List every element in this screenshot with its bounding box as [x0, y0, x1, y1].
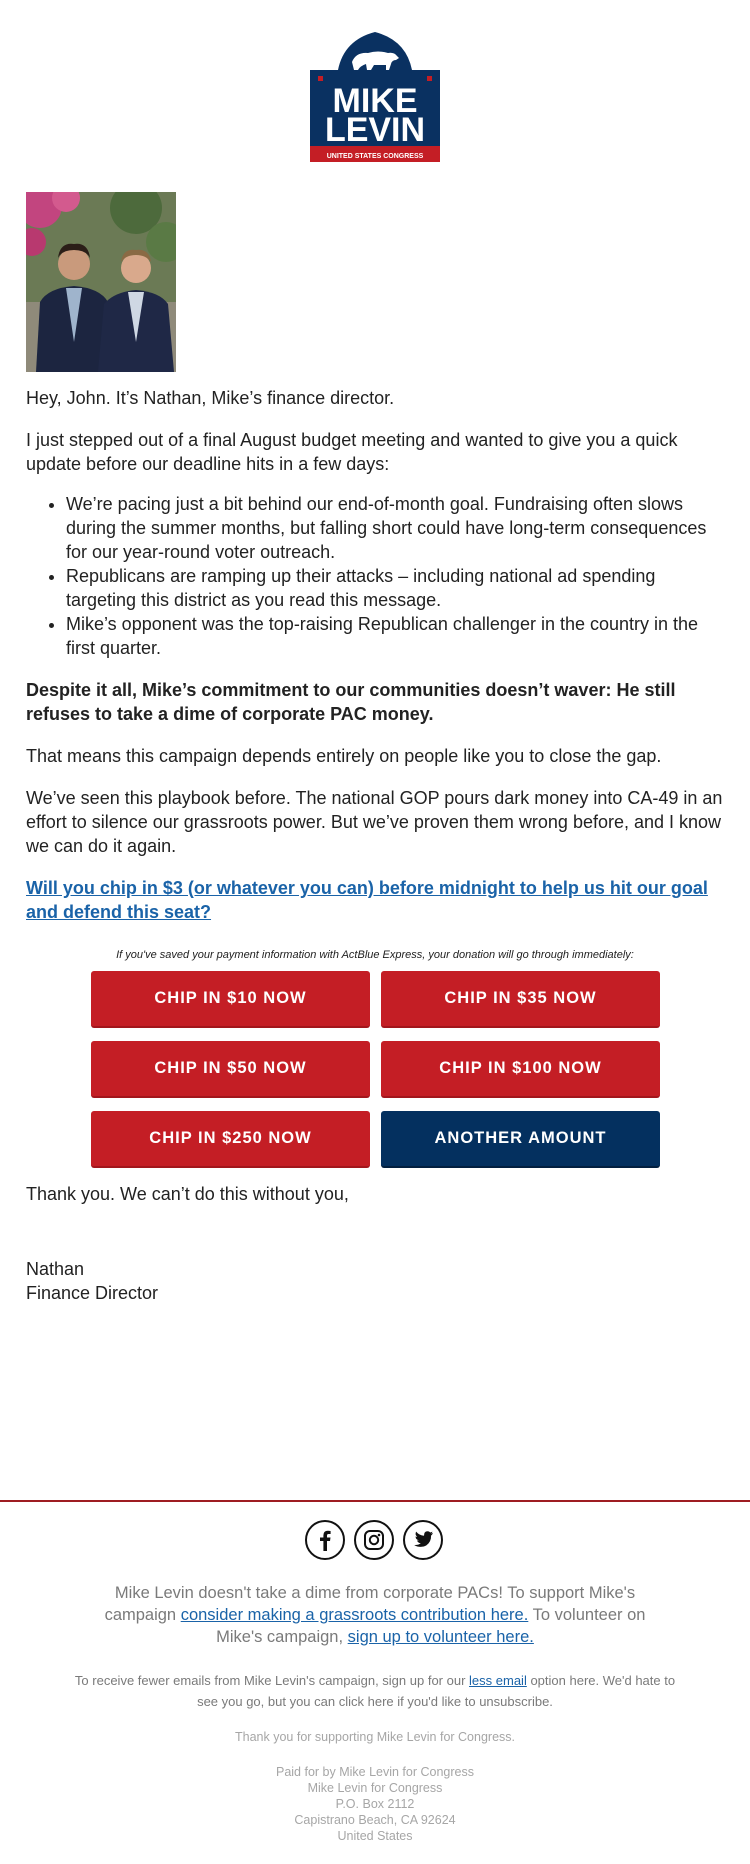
- closing-line: Thank you. We can’t do this without you,: [26, 1184, 349, 1204]
- grassroots-contribution-link[interactable]: consider making a grassroots contribution here.: [180, 1606, 529, 1624]
- footer-divider: [0, 1500, 750, 1502]
- campaign-logo: [304, 26, 446, 164]
- chip-in-100-button[interactable]: CHIP IN $100 NOW: [381, 1041, 660, 1098]
- photo-of-two-men: [26, 192, 176, 372]
- instagram-icon[interactable]: [354, 1520, 394, 1560]
- city-line: Capistrano Beach, CA 92624: [294, 1813, 456, 1827]
- signature: [26, 1257, 158, 1305]
- chip-in-35-button[interactable]: CHIP IN $35 NOW: [381, 971, 660, 1028]
- paragraph-gap: That means this campaign depends entirely on people like you to close the gap.: [26, 746, 662, 766]
- chip-in-250-button[interactable]: CHIP IN $250 NOW: [91, 1111, 370, 1168]
- chip-in-link[interactable]: Will you chip in $3 (or whatever you can) before midnight to help us hit our goal and defend this seat?: [26, 878, 708, 922]
- unsub-text-2: option here. We'd hate to see you go, but you can click here if you'd like to unsubscribe.: [197, 1673, 676, 1709]
- po-box-line: P.O. Box 2112: [335, 1797, 415, 1811]
- logo-line1: MIKE: [332, 82, 418, 120]
- chip-in-10-button[interactable]: CHIP IN $10 NOW: [91, 971, 370, 1028]
- greeting: Hey, John. It’s Nathan, Mike’s finance director.: [26, 388, 395, 408]
- org-name-line: Mike Levin for Congress: [307, 1781, 443, 1795]
- country-line: United States: [337, 1829, 413, 1843]
- twitter-icon[interactable]: [403, 1520, 443, 1560]
- another-amount-button[interactable]: ANOTHER AMOUNT: [381, 1111, 660, 1168]
- volunteer-link[interactable]: sign up to volunteer here.: [347, 1628, 534, 1646]
- logo-line2: LEVIN: [324, 111, 426, 149]
- email-body: [26, 386, 724, 924]
- signature-title: Finance Director: [26, 1283, 159, 1303]
- signature-name: Nathan: [26, 1259, 85, 1279]
- list-item: • Republicans are ramping up their attacks – including national ad spending targeting this district as you read this message.: [66, 564, 724, 612]
- unsub-text-1: To receive fewer emails from Mike Levin's campaign, sign up for our: [74, 1673, 466, 1688]
- facebook-icon[interactable]: [305, 1520, 345, 1560]
- footer-pac-message: [80, 1582, 670, 1648]
- footer-unsubscribe: [70, 1670, 680, 1712]
- less-email-link[interactable]: less email: [469, 1673, 527, 1688]
- intro-paragraph: I just stepped out of a final August budget meeting and wanted to give you a quick update before our deadline hits in a few days:: [26, 430, 678, 474]
- footer-address: [0, 1764, 750, 1844]
- paragraph-playbook: We’ve seen this playbook before. The national GOP pours dark money into CA-49 in an effort to silence our grassroots power. But we’ve proven them wrong before, and I know we can do it again.: [26, 788, 723, 856]
- pac-text: Mike Levin doesn't take a dime from corporate PACs! To support Mike's campaign: [104, 1584, 636, 1624]
- footer-thanks: Thank you for supporting Mike Levin for Congress.: [235, 1730, 515, 1744]
- volunteer-text: To volunteer on Mike's campaign,: [216, 1606, 646, 1646]
- actblue-express-note: If you've saved your payment information with ActBlue Express, your donation will go through immediately:: [116, 949, 634, 961]
- bullet-list: [26, 492, 724, 660]
- logo-badge: [304, 26, 446, 164]
- bold-paragraph: Despite it all, Mike’s commitment to our communities doesn’t waver: He still refuses to take a dime of corporate PAC money.: [26, 680, 676, 724]
- logo-tagline: UNITED STATES CONGRESS: [326, 153, 424, 160]
- list-item: • We’re pacing just a bit behind our end-of-month goal. Fundraising often slows during the summer months, but falling short could have long-term consequences for our year-round voter outreach.: [66, 492, 724, 564]
- chip-in-50-button[interactable]: CHIP IN $50 NOW: [91, 1041, 370, 1098]
- paid-for-line: Paid for by Mike Levin for Congress: [275, 1765, 474, 1779]
- list-item: • Mike’s opponent was the top-raising Republican challenger in the country in the first quarter.: [66, 612, 724, 660]
